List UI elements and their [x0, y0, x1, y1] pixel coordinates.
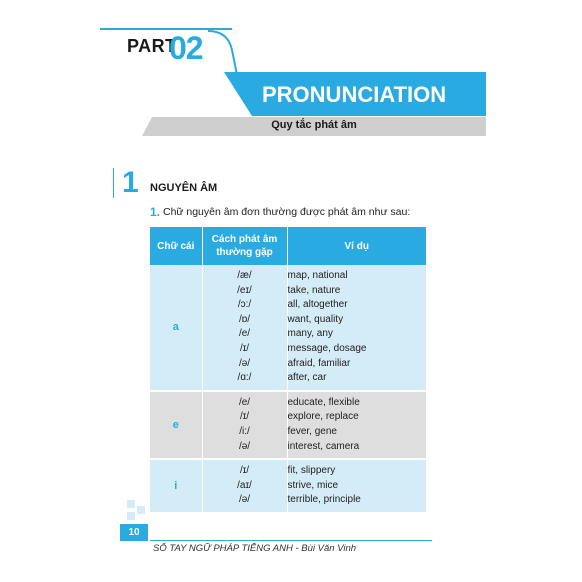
header-example: Ví dụ: [287, 227, 426, 265]
footer-rule: [150, 540, 432, 541]
table-row: [150, 391, 426, 459]
letter-cell: i: [150, 459, 202, 512]
ipa-cell: [202, 459, 287, 512]
decorative-square: [137, 506, 145, 514]
ipa-value: /i:/: [239, 425, 250, 437]
book-title: SỔ TAY NGỮ PHÁP TIẾNG ANH - Bùi Văn Vinh: [153, 543, 357, 554]
example-value: afraid, familiar: [287, 357, 351, 369]
example-value: after, car: [287, 372, 327, 384]
header-pronunciation-line1: Cách phát âm: [211, 234, 278, 245]
ipa-value: /ɑ:/: [237, 372, 252, 384]
ipa-value: /ɔ:/: [237, 299, 252, 311]
ipa-value: /æ/: [237, 270, 252, 281]
section-number: 1: [122, 166, 139, 199]
example-cell: [287, 459, 426, 512]
ipa-value: /e/: [238, 396, 251, 408]
example-value: map, national: [287, 270, 348, 281]
example-value: many, any: [287, 328, 333, 340]
chapter-subtitle: Quy tắc phát âm: [271, 119, 357, 131]
part-number: 02: [169, 30, 203, 66]
ipa-value: /ɒ/: [238, 313, 251, 325]
letter-cell: a: [150, 265, 202, 391]
ipa-value: /ɪ/: [239, 465, 250, 477]
example-value: take, nature: [287, 284, 341, 296]
ipa-value: /e/: [238, 328, 251, 340]
ipa-value: /ə/: [238, 440, 251, 452]
decorative-square: [127, 512, 135, 520]
subsection-number: 1.: [150, 205, 161, 219]
example-value: educate, flexible: [287, 396, 360, 408]
chapter-title: PRONUNCIATION: [262, 82, 447, 107]
vowel-pronunciation-table: [150, 227, 426, 512]
ipa-cell: [202, 265, 287, 391]
subsection-text: Chữ nguyên âm đơn thường được phát âm như sau:: [163, 206, 411, 218]
ipa-value: /aɪ/: [237, 479, 252, 491]
table-header-row: [150, 227, 426, 265]
ipa-value: /ə/: [238, 357, 251, 369]
example-value: want, quality: [287, 313, 344, 325]
section-marker-line: [113, 168, 114, 198]
header-letter: Chữ cái: [150, 227, 202, 265]
example-value: terrible, principle: [287, 494, 361, 506]
part-label: PART: [127, 36, 177, 56]
letter-cell: e: [150, 391, 202, 459]
ipa-value: /eɪ/: [237, 284, 252, 296]
example-value: strive, mice: [287, 479, 339, 491]
example-value: fever, gene: [287, 425, 337, 437]
table-row: [150, 265, 426, 391]
example-cell: [287, 391, 426, 459]
ipa-value: /ə/: [238, 494, 251, 506]
ipa-value: /ɪ/: [239, 411, 250, 423]
example-value: message, dosage: [287, 342, 367, 354]
ipa-cell: [202, 391, 287, 459]
example-cell: [287, 265, 426, 391]
section-title: NGUYÊN ÂM: [150, 182, 218, 194]
example-value: fit, slippery: [287, 465, 336, 477]
table-row: [150, 459, 426, 512]
header-pronunciation-line2: thường gặp: [216, 247, 273, 258]
example-value: explore, replace: [287, 411, 359, 423]
decorative-square: [127, 500, 135, 508]
ipa-value: /ɪ/: [239, 342, 250, 354]
example-value: interest, camera: [287, 440, 360, 452]
page-number: 10: [120, 524, 148, 541]
example-value: all, altogether: [287, 299, 348, 311]
header-pronunciation: [202, 227, 287, 265]
